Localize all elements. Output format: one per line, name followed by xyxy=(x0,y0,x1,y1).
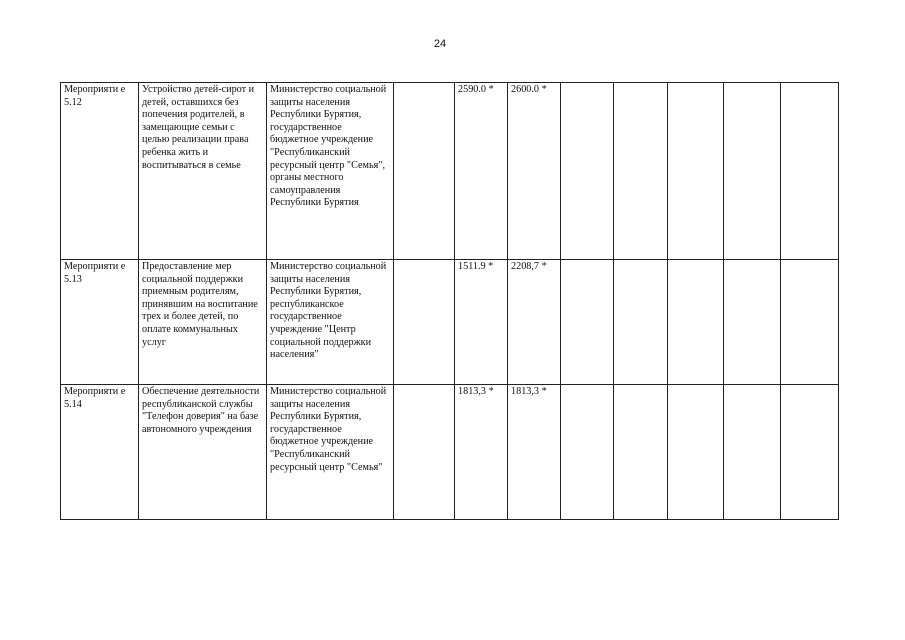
measure-name: Обеспечение деятельности республиканской службы "Телефон доверия" на базе автономного учреждения xyxy=(139,385,267,520)
measure-executor: Министерство социальной защиты населения Республики Бурятия, государственное бюджетное учреждение "Республиканский ресурсный центр "Семья", органы местного самоуправления Республики Бурятия xyxy=(267,83,394,260)
empty-cell xyxy=(668,385,724,520)
table-row xyxy=(61,260,839,385)
measure-id: Мероприяти е 5.14 xyxy=(61,385,139,520)
empty-cell xyxy=(614,83,668,260)
measure-executor: Министерство социальной защиты населения Республики Бурятия, государственное бюджетное учреждение "Республиканский ресурсный центр "Семья" xyxy=(267,385,394,520)
measures-table xyxy=(60,82,839,520)
empty-cell xyxy=(561,83,614,260)
empty-cell xyxy=(724,83,781,260)
empty-cell xyxy=(394,385,455,520)
empty-cell xyxy=(614,385,668,520)
empty-cell xyxy=(614,260,668,385)
empty-cell xyxy=(724,260,781,385)
empty-cell xyxy=(724,385,781,520)
measure-value-2: 2208,7 * xyxy=(508,260,561,385)
measure-name: Предоставление мер социальной поддержки приемным родителям, принявшим на воспитание трех и более детей, по оплате коммунальных услуг xyxy=(139,260,267,385)
empty-cell xyxy=(781,83,839,260)
measure-value-1: 1511.9 * xyxy=(455,260,508,385)
measure-name: Устройство детей-сирот и детей, оставшихся без попечения родителей, в замещающие семьи с целью реализации права ребенка жить и воспитываться в семье xyxy=(139,83,267,260)
empty-cell xyxy=(668,83,724,260)
table-row xyxy=(61,83,839,260)
empty-cell xyxy=(561,385,614,520)
measure-id: Мероприяти е 5.13 xyxy=(61,260,139,385)
empty-cell xyxy=(668,260,724,385)
table-row xyxy=(61,385,839,520)
measure-value-1: 1813,3 * xyxy=(455,385,508,520)
measure-executor: Министерство социальной защиты населения Республики Бурятия, республиканское государственное учреждение "Центр социальной поддержки населения" xyxy=(267,260,394,385)
page-number: 24 xyxy=(433,38,447,50)
empty-cell xyxy=(394,83,455,260)
measure-value-2: 2600.0 * xyxy=(508,83,561,260)
empty-cell xyxy=(781,260,839,385)
empty-cell xyxy=(781,385,839,520)
empty-cell xyxy=(394,260,455,385)
empty-cell xyxy=(561,260,614,385)
measure-value-1: 2590.0 * xyxy=(455,83,508,260)
measure-id: Мероприяти е 5.12 xyxy=(61,83,139,260)
measure-value-2: 1813,3 * xyxy=(508,385,561,520)
